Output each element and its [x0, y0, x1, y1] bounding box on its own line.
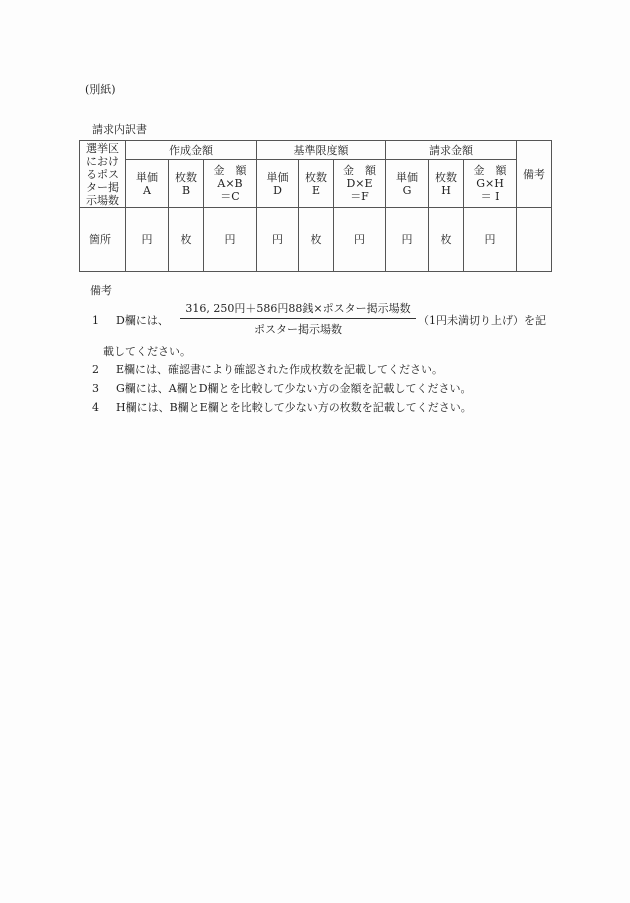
- cell-count-e[interactable]: 枚: [299, 208, 334, 272]
- note-2: [92, 361, 443, 377]
- note-1: [92, 312, 169, 328]
- header-count-h: 枚数 H: [429, 160, 464, 208]
- header-remarks: 備考: [517, 141, 552, 208]
- header-line: 示場数: [86, 193, 119, 207]
- header-line: ター掲: [86, 180, 119, 194]
- note-number: 2: [92, 363, 99, 376]
- cell-remarks[interactable]: [517, 208, 552, 272]
- notes-title: 備考: [90, 284, 112, 297]
- note-1-continuation: 載してください。: [103, 345, 191, 358]
- header-count-e: 枚数 E: [299, 160, 334, 208]
- header-unit-price-a: 単価 A: [126, 160, 169, 208]
- note-number: 3: [92, 382, 99, 395]
- header-group-claim: 請求金額: [386, 141, 517, 160]
- header-unit-price-g: 単価 G: [386, 160, 429, 208]
- note-text: G欄には、A欄とD欄とを比較して少ない方の金額を記載してください。: [116, 382, 472, 395]
- document-title: 請求内訳書: [92, 123, 147, 136]
- header-location-count: [80, 141, 126, 208]
- note-text: H欄には、B欄とE欄とを比較して少ない方の枚数を記載してください。: [116, 401, 472, 414]
- cell-count-h[interactable]: 枚: [429, 208, 464, 272]
- note-text: E欄には、確認書により確認された作成枚数を記載してください。: [116, 363, 444, 376]
- header-count-b: 枚数 B: [169, 160, 204, 208]
- formula-denominator: ポスター掲示場数: [254, 323, 342, 336]
- cell-unit-price-d[interactable]: 円: [257, 208, 299, 272]
- note-text: D欄には、: [116, 314, 169, 327]
- header-line: 選挙区: [86, 141, 119, 155]
- billing-breakdown-table: [79, 140, 552, 272]
- attachment-label: (別紙): [85, 83, 116, 96]
- header-amount-i: 金 額 G×H ＝ I: [464, 160, 517, 208]
- note-1-suffix: （1円未満切り上げ）を記: [418, 314, 546, 327]
- note-number: 4: [92, 401, 99, 414]
- formula-fraction: [180, 300, 416, 337]
- fraction-bar: [180, 318, 416, 319]
- cell-count-b[interactable]: 枚: [169, 208, 204, 272]
- header-line: におけ: [86, 154, 119, 168]
- header-unit-price-d: 単価 D: [257, 160, 299, 208]
- formula-numerator: 316, 250円＋586円88銭×ポスター掲示場数: [185, 302, 411, 315]
- note-3: [92, 380, 472, 396]
- header-amount-c: 金 額 A×B ＝C: [204, 160, 257, 208]
- cell-location-count[interactable]: 箇所: [80, 208, 126, 272]
- cell-amount-c[interactable]: 円: [204, 208, 257, 272]
- note-number: 1: [92, 314, 99, 327]
- table-row: [80, 208, 552, 272]
- header-amount-f: 金 額 D×E ＝F: [334, 160, 386, 208]
- cell-amount-i[interactable]: 円: [464, 208, 517, 272]
- cell-unit-price-g[interactable]: 円: [386, 208, 429, 272]
- header-group-limit: 基準限度額: [257, 141, 386, 160]
- header-line: るポス: [86, 167, 119, 181]
- cell-amount-f[interactable]: 円: [334, 208, 386, 272]
- cell-unit-price-a[interactable]: 円: [126, 208, 169, 272]
- note-4: [92, 399, 472, 415]
- header-group-production: 作成金額: [126, 141, 257, 160]
